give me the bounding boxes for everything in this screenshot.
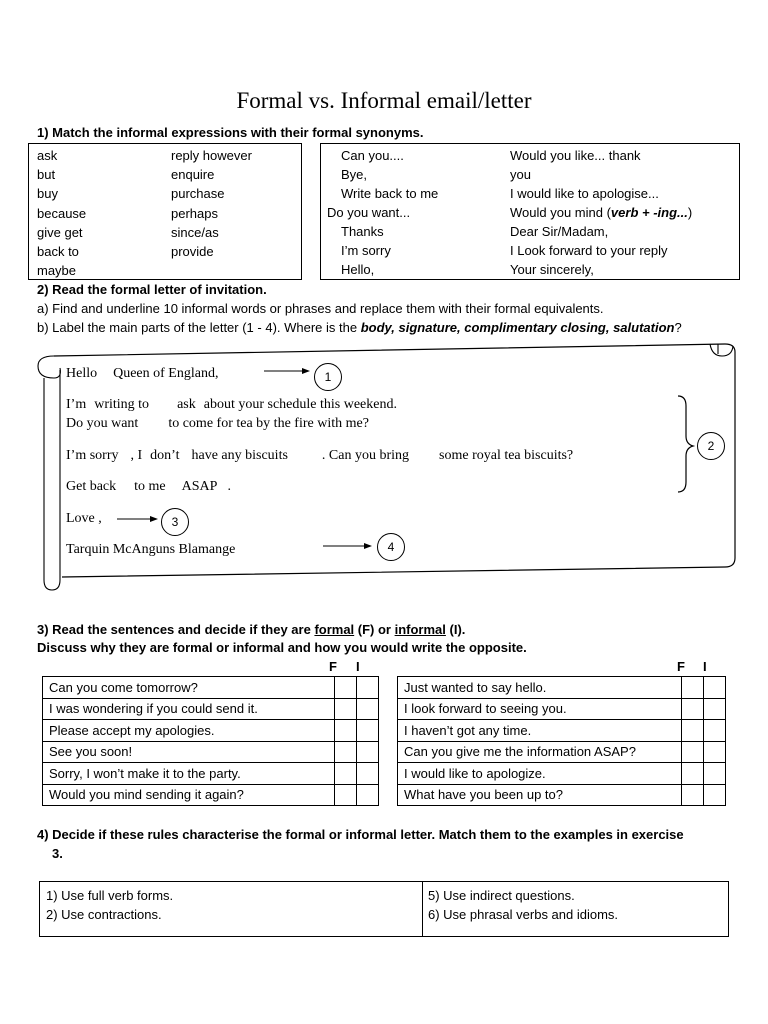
list-item: provide [171,244,214,260]
sentence-cell: What have you been up to? [398,784,682,806]
f-checkbox[interactable] [335,741,357,763]
list-item: you [510,167,531,182]
ex4-heading-line-2: 3. [52,846,63,861]
ex2-instruction-b [37,320,682,335]
f-checkbox[interactable] [682,763,704,785]
list-item: buy [37,186,58,202]
list-item: Your sincerely, [510,262,594,277]
table-row [398,720,726,742]
list-item: I’m sorry [341,243,391,258]
ex3-heading [37,622,465,637]
f-checkbox[interactable] [335,698,357,720]
sentence-cell: I was wondering if you could send it. [43,698,335,720]
heading-text: informal [394,622,446,637]
heading-text: (F) or [354,622,395,637]
ex3-subheading: Discuss why they are formal or informal and how you would write the opposite. [37,640,527,655]
list-item: Would you like... thank [510,148,641,163]
ex4-right-rules [428,886,618,924]
f-checkbox[interactable] [335,763,357,785]
table-row [398,677,726,699]
list-item: ask [37,148,58,163]
page-title: Formal vs. Informal email/letter [236,88,532,113]
list-item: but [37,167,56,183]
list-item: reply however [171,148,252,163]
i-checkbox[interactable] [357,741,379,763]
col-header-i: I [356,659,360,674]
table-row [398,741,726,763]
letter-text: . Can you bring [321,448,410,463]
letter-text: ask [177,397,196,412]
table-row [43,741,379,763]
letter-text: some royal tea biscuits? [439,448,574,463]
sentence-cell: Can you come tomorrow? [43,677,335,699]
letter-text: Get back [66,479,117,494]
ex3-right-table [397,676,726,806]
i-checkbox[interactable] [704,763,726,785]
ex1-left-col1 [37,146,86,280]
f-checkbox[interactable] [335,677,357,699]
list-item: 5) Use indirect questions. [428,888,575,903]
letter-salutation [66,366,218,382]
label-circle-3: 3 [161,508,189,536]
i-checkbox[interactable] [704,784,726,806]
sentence-cell: I look forward to seeing you. [398,698,682,720]
heading-text: (I). [445,622,466,637]
letter-text: Do you want [66,416,139,431]
letter-text: ASAP [181,479,218,494]
table-row [43,677,379,699]
f-checkbox[interactable] [682,720,704,742]
sentence-cell: I haven’t got any time. [398,720,682,742]
list-item: Thanks [341,224,384,239]
list-item: enquire [171,167,215,183]
f-checkbox[interactable] [335,720,357,742]
f-checkbox[interactable] [682,741,704,763]
heading-text: formal [314,622,355,637]
label-circle-4: 4 [377,533,405,561]
letter-text: to come for tea by the fire with me? [168,416,369,431]
list-item: since/as [171,224,219,240]
i-checkbox[interactable] [704,677,726,699]
list-item: back to [37,244,79,260]
ex4-heading-line-1: 4) Decide if these rules characterise the formal or informal letter. Match them to the examples in exercise [37,827,684,842]
ex1-left-col2 [171,146,252,261]
i-checkbox[interactable] [357,698,379,720]
i-checkbox[interactable] [704,741,726,763]
f-checkbox[interactable] [335,784,357,806]
table-row [398,763,726,785]
table-row [43,784,379,806]
list-item: 2) Use contractions. [46,907,162,923]
table-row [398,698,726,720]
list-item: because [37,205,87,221]
letter-body-line-2 [66,416,369,432]
sentence-cell: Can you give me the information ASAP? [398,741,682,763]
list-item: purchase [171,186,225,202]
list-item-text: ) [687,205,693,220]
i-checkbox[interactable] [357,720,379,742]
list-item: Hello, [341,262,375,277]
sentence-cell: Please accept my apologies. [43,720,335,742]
col-header-f: F [677,659,685,674]
list-item: 1) Use full verb forms. [46,888,174,903]
letter-text: don’t [150,448,180,463]
list-item: 6) Use phrasal verbs and idioms. [428,907,619,923]
table-row [398,784,726,806]
list-item: Dear Sir/Madam, [510,224,609,239]
letter-text: , I [130,448,143,463]
list-item: I Look forward to your reply [510,243,668,258]
list-item: Can you.... [341,148,404,163]
i-checkbox[interactable] [357,677,379,699]
letter-body-line-1 [66,397,397,413]
instruction-text: ? [674,320,682,335]
table-row [43,698,379,720]
list-item [510,203,692,222]
label-circle-1: 1 [314,363,342,391]
letter-text: about your schedule this weekend. [203,397,397,412]
list-item: perhaps [171,205,218,221]
sentence-cell: Just wanted to say hello. [398,677,682,699]
letter-text: Hello [66,366,98,381]
letter-text: writing to [94,397,150,412]
ex4-left-rules [46,886,173,924]
list-item: Bye, [341,167,368,182]
ex2-heading: 2) Read the formal letter of invitation. [37,282,267,297]
table-row [43,763,379,785]
list-item: Do you want... [327,205,411,220]
sentence-cell: See you soon! [43,741,335,763]
ex1-heading: 1) Match the informal expressions with their formal synonyms. [37,125,424,140]
sentence-cell: I would like to apologize. [398,763,682,785]
letter-text: I’m [66,397,87,412]
instruction-emphasis: body, signature, complimentary closing, salutation [360,320,675,335]
f-checkbox[interactable] [682,784,704,806]
letter-text: Queen of England, [113,366,219,381]
letter-body-line-4 [66,479,231,495]
letter-text: . [227,479,231,494]
letter-text: I’m sorry [66,448,119,463]
ex1-right-col2 [510,146,692,279]
i-checkbox[interactable] [704,720,726,742]
sentence-cell: Would you mind sending it again? [43,784,335,806]
i-checkbox[interactable] [357,763,379,785]
f-checkbox[interactable] [682,677,704,699]
col-header-i: I [703,659,707,674]
letter-body-line-3 [66,448,573,464]
list-item-emphasis: verb + -ing... [610,205,688,220]
list-item: maybe [37,263,77,279]
label-circle-2: 2 [697,432,725,460]
ex1-right-col1 [327,146,438,279]
list-item-text: Would you mind ( [510,205,611,220]
ex3-left-table [42,676,379,806]
letter-text: to me [134,479,166,494]
letter-text: have any biscuits [191,448,288,463]
sentence-cell: Sorry, I won’t make it to the party. [43,763,335,785]
ex4-divider [422,882,423,936]
list-item: I would like to apologise... [510,186,659,201]
letter-signature: Tarquin McAnguns Blamange [66,542,236,557]
i-checkbox[interactable] [357,784,379,806]
ex2-instruction-a: a) Find and underline 10 informal words or phrases and replace them with their formal equivalents. [37,301,604,316]
col-header-f: F [329,659,337,674]
instruction-text: b) Label the main parts of the letter (1 - 4). Where is the [37,320,361,335]
letter-closing: Love , [66,511,102,526]
f-checkbox[interactable] [682,698,704,720]
table-row [43,720,379,742]
i-checkbox[interactable] [704,698,726,720]
list-item: Write back to me [341,186,439,201]
heading-text: 3) Read the sentences and decide if they are [37,622,315,637]
list-item: give get [37,224,83,240]
